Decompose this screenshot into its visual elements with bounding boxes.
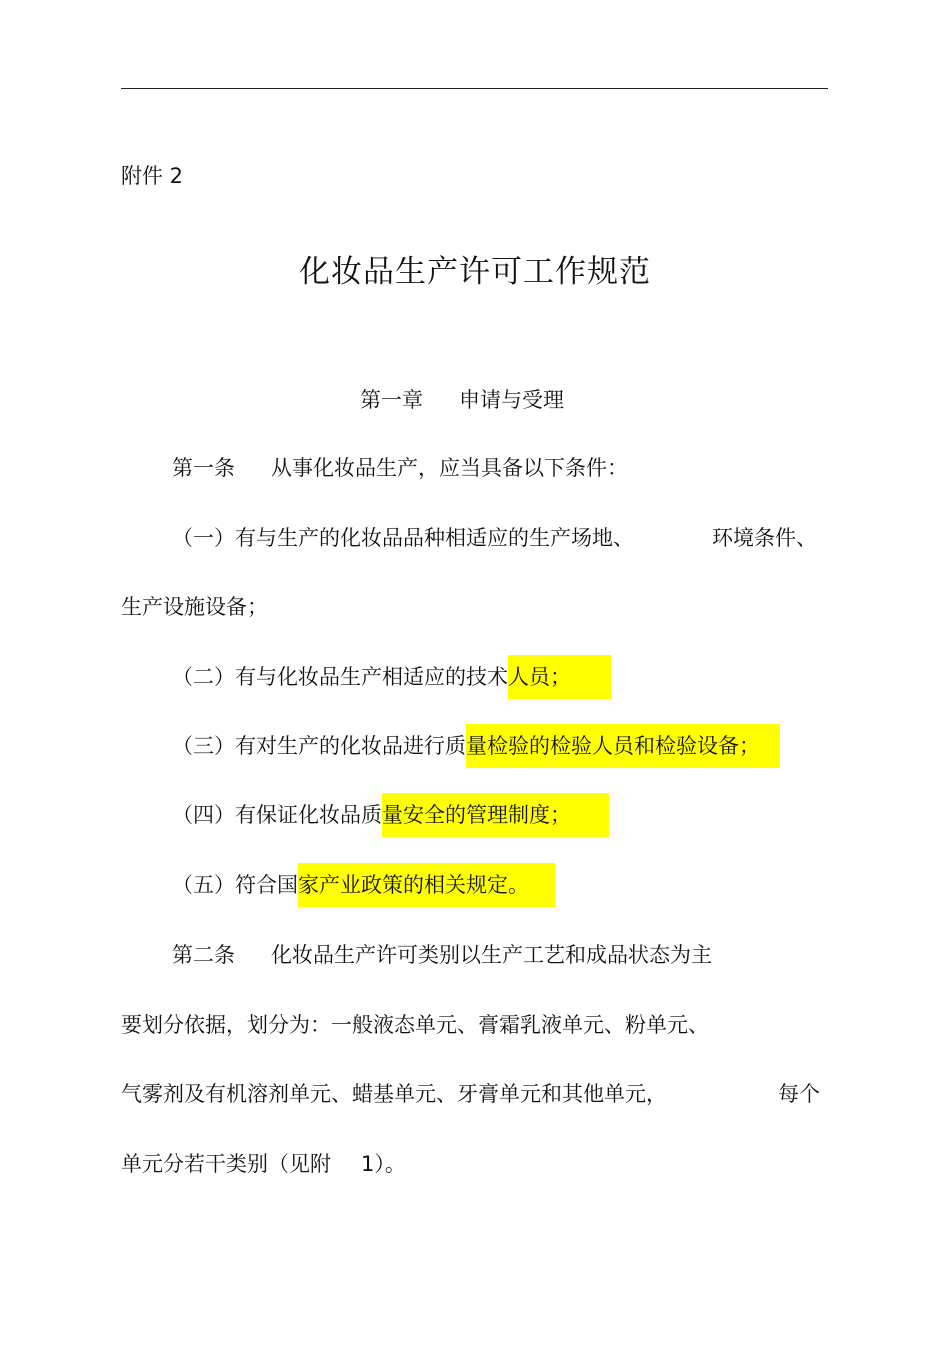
item-3-highlight: 量检验的检验人员和检验设备； — [466, 724, 780, 768]
article-2-number: 第二条 — [172, 943, 235, 967]
article-2-text-4a: 单元分若干类别（见附 — [121, 1152, 331, 1176]
article-1-heading — [172, 453, 628, 483]
chapter-number: 第一章 — [360, 388, 423, 412]
item-5 — [172, 870, 555, 900]
item-1-line-1 — [172, 523, 634, 553]
item-2-text: （二）有与化妆品生产相适应的技术 — [172, 665, 508, 689]
item-1-continuation: 生产设施设备； — [121, 595, 268, 619]
item-5-text: （五）符合国 — [172, 873, 298, 897]
article-1-number: 第一条 — [172, 456, 235, 480]
item-2 — [172, 662, 611, 692]
attachment-label: 附件 2 — [121, 164, 184, 188]
item-1-line-1-b — [712, 523, 817, 553]
item-4-text: （四）有保证化妆品质 — [172, 803, 382, 827]
article-2-line-3: 气雾剂及有机溶剂单元、蜡基单元、牙膏单元和其他单元， — [121, 1082, 667, 1106]
chapter-name: 申请与受理 — [459, 388, 564, 412]
item-1-text-b: 环境条件、 — [712, 526, 817, 550]
article-2-line-2: 要划分依据，划分为：一般液态单元、膏霜乳液单元、粉单元、 — [121, 1013, 709, 1037]
article-2-text-4b: 1）。 — [361, 1152, 406, 1176]
article-2-text-1: 化妆品生产许可类别以生产工艺和成品状态为主 — [271, 943, 712, 967]
item-5-highlight: 家产业政策的相关规定。 — [298, 863, 555, 907]
item-1-text-a: （一）有与生产的化妆品品种相适应的生产场地、 — [172, 526, 634, 550]
article-2-line-1 — [172, 940, 712, 970]
chapter-heading — [360, 385, 564, 415]
item-2-highlight: 人员； — [508, 655, 611, 699]
document-title: 化妆品生产许可工作规范 — [299, 254, 651, 290]
item-4-highlight: 量安全的管理制度； — [382, 793, 609, 837]
item-3-text: （三）有对生产的化妆品进行质 — [172, 734, 466, 758]
article-2-line-3-b: 每个 — [778, 1082, 820, 1106]
item-4 — [172, 800, 609, 830]
item-3 — [172, 731, 780, 761]
article-2-line-4 — [121, 1149, 406, 1179]
header-rule — [121, 88, 828, 89]
article-1-text: 从事化妆品生产，应当具备以下条件： — [271, 456, 628, 480]
